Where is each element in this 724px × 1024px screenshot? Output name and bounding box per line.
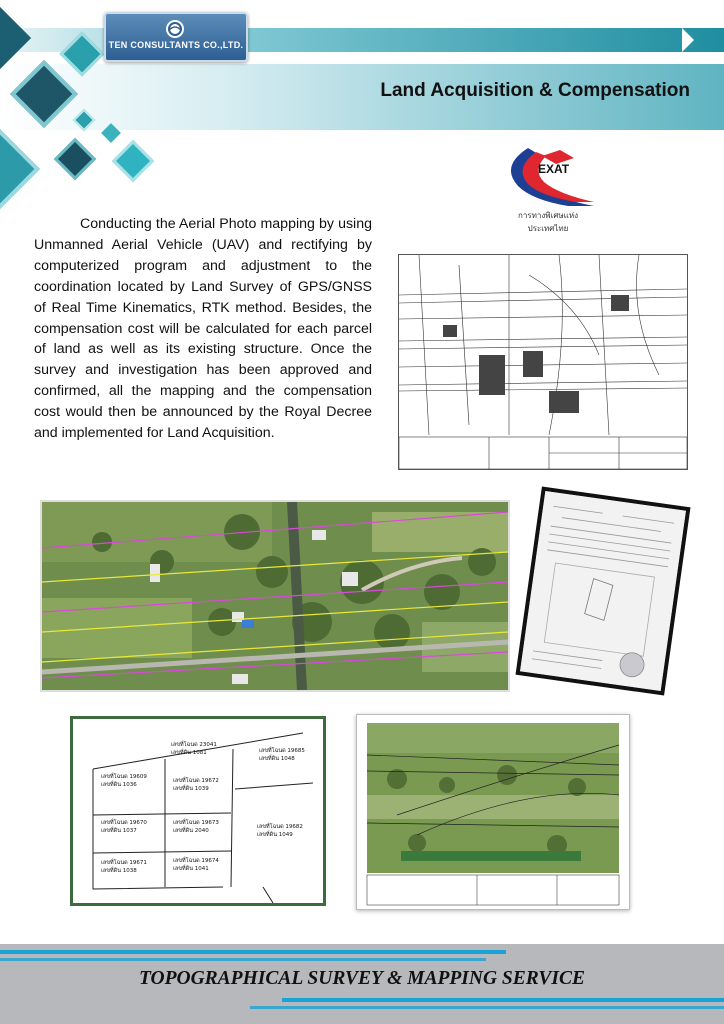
parcel-label: เลขที่โฉนด 19671 เลขที่ดิน 1038 <box>101 860 147 874</box>
diamond-icon <box>0 7 31 69</box>
footer-accent-line <box>250 1006 724 1009</box>
parcel-label: เลขที่โฉนด 19672 เลขที่ดิน 1039 <box>173 778 219 792</box>
engineering-drawing <box>398 254 688 470</box>
parcel-label: เลขที่โฉนด 19685 เลขที่ดิน 1048 <box>259 748 305 762</box>
parcel-label: เลขที่โฉนด 23041 เลขที่ดิน 1081 <box>171 742 217 756</box>
logo-emblem-icon <box>166 20 184 38</box>
diamond-icon <box>73 109 96 132</box>
exat-logo <box>498 146 598 238</box>
exat-name: EXAT <box>538 162 570 176</box>
diamond-icon <box>101 123 121 143</box>
diamond-icon <box>112 140 154 182</box>
footer-accent-line <box>0 950 506 954</box>
diamond-icon <box>0 128 40 210</box>
page-title: Land Acquisition & Compensation <box>380 80 690 101</box>
parcel-plan-map <box>70 716 326 906</box>
description-paragraph: Conducting the Aerial Photo mapping by using Unmanned Aerial Vehicle (UAV) and rectifying by computerized program and adjustment to the coordination located by Land Survey of GPS/GNSS of Real Time Kinematics, RTK method. Besides, the compensation cost will be calculated for each parcel of land as well as its existing structure. Once the survey and investigation has been approved and confirmed, all the mapping and the compensation cost would then be announced by the Royal Decree and implemented for Land Acquisition. <box>34 216 372 442</box>
exat-thai-caption: การทางพิเศษแห่งประเทศไทย <box>518 211 578 233</box>
footer-accent-line <box>0 958 486 961</box>
company-name: TEN CONSULTANTS CO.,LTD. <box>108 40 244 50</box>
chevron-right-icon <box>682 28 694 52</box>
diamond-icon <box>54 138 96 180</box>
diamond-icon <box>59 31 104 76</box>
parcel-label: เลขที่โฉนด 19609 เลขที่ดิน 1036 <box>101 774 147 788</box>
aerial-photo <box>40 500 510 692</box>
service-title: TOPOGRAPHICAL SURVEY & MAPPING SERVICE <box>138 968 586 989</box>
parcel-labels <box>73 719 323 903</box>
parcel-label: เลขที่โฉนด 19670 เลขที่ดิน 1037 <box>101 820 147 834</box>
parcel-label: เลขที่โฉนด 19673 เลขที่ดิน 2040 <box>173 820 219 834</box>
company-logo <box>104 12 248 62</box>
parcel-label: เลขที่โฉนด 19682 เลขที่ดิน 1049 <box>257 824 303 838</box>
mapping-sheet <box>356 714 630 910</box>
parcel-label: เลขที่โฉนด 19674 เลขที่ดิน 1041 <box>173 858 219 872</box>
footer-accent-line <box>282 998 724 1002</box>
diamond-icon <box>10 60 78 128</box>
land-title-deed <box>516 486 691 695</box>
